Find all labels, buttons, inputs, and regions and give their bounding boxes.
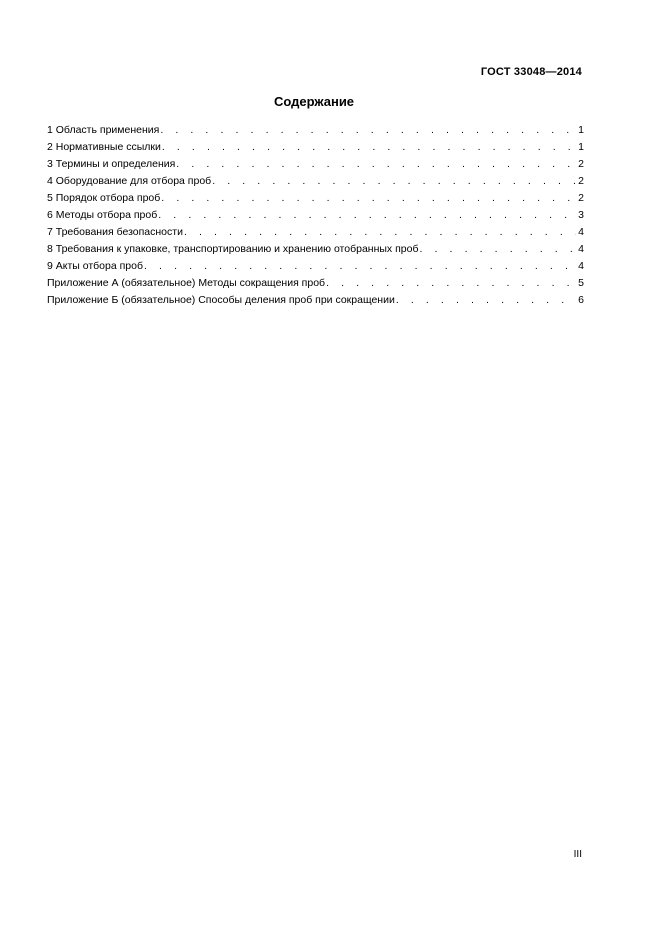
toc-entry-text: 1 Область применения [47,124,160,136]
toc-entry-appendix-a[interactable] [47,275,584,292]
toc-title: Содержание [273,94,355,109]
toc-entry-text: 5 Порядок отбора проб [47,192,161,204]
dot-leader [184,224,576,241]
toc-entry-text: 2 Нормативные ссылки [47,141,161,153]
document-code: ГОСТ 33048—2014 [480,66,582,78]
toc-entry-1[interactable] [47,122,584,139]
toc-entry-3[interactable] [47,156,584,173]
dot-leader [396,292,576,309]
toc-entry-page: 2 [578,158,584,170]
toc-entry-text: 4 Оборудование для отбора проб [47,175,212,187]
toc-entry-page: 4 [578,226,584,238]
toc-entry-9[interactable] [47,258,584,275]
toc-entry-text: 9 Акты отбора проб [47,260,143,272]
dot-leader [144,258,576,275]
toc-entry-page: 1 [578,141,584,153]
dot-leader [212,173,576,190]
toc-entry-page: 1 [578,124,584,136]
toc-entry-8[interactable] [47,241,584,258]
page-number: III [573,849,582,860]
toc-entry-page: 2 [578,192,584,204]
toc-entry-page: 5 [578,277,584,289]
toc-entry-appendix-b[interactable] [47,292,584,309]
toc-entry-page: 2 [578,175,584,187]
dot-leader [162,139,576,156]
toc-entry-5[interactable] [47,190,584,207]
dot-leader [419,241,576,258]
toc-entry-4[interactable] [47,173,584,190]
toc-entry-text: 6 Методы отбора проб [47,209,158,221]
toc-entry-page: 4 [578,243,584,255]
toc-entry-text: Приложение Б (обязательное) Способы деления проб при сокращении [47,294,395,306]
dot-leader [160,122,576,139]
toc-entry-text: Приложение А (обязательное) Методы сокращения проб [47,277,326,289]
toc-entry-text: 8 Требования к упаковке, транспортированию и хранению отобранных проб [47,243,419,255]
toc-entry-page: 3 [578,209,584,221]
toc-entry-page: 4 [578,260,584,272]
toc-entry-text: 7 Требования безопасности [47,226,183,238]
dot-leader [326,275,576,292]
dot-leader [176,156,576,173]
dot-leader [161,190,576,207]
toc-entry-2[interactable] [47,139,584,156]
toc-entry-6[interactable] [47,207,584,224]
dot-leader [158,207,576,224]
toc-entry-7[interactable] [47,224,584,241]
table-of-contents [47,122,584,309]
toc-entry-page: 6 [578,294,584,306]
toc-entry-text: 3 Термины и определения [47,158,176,170]
